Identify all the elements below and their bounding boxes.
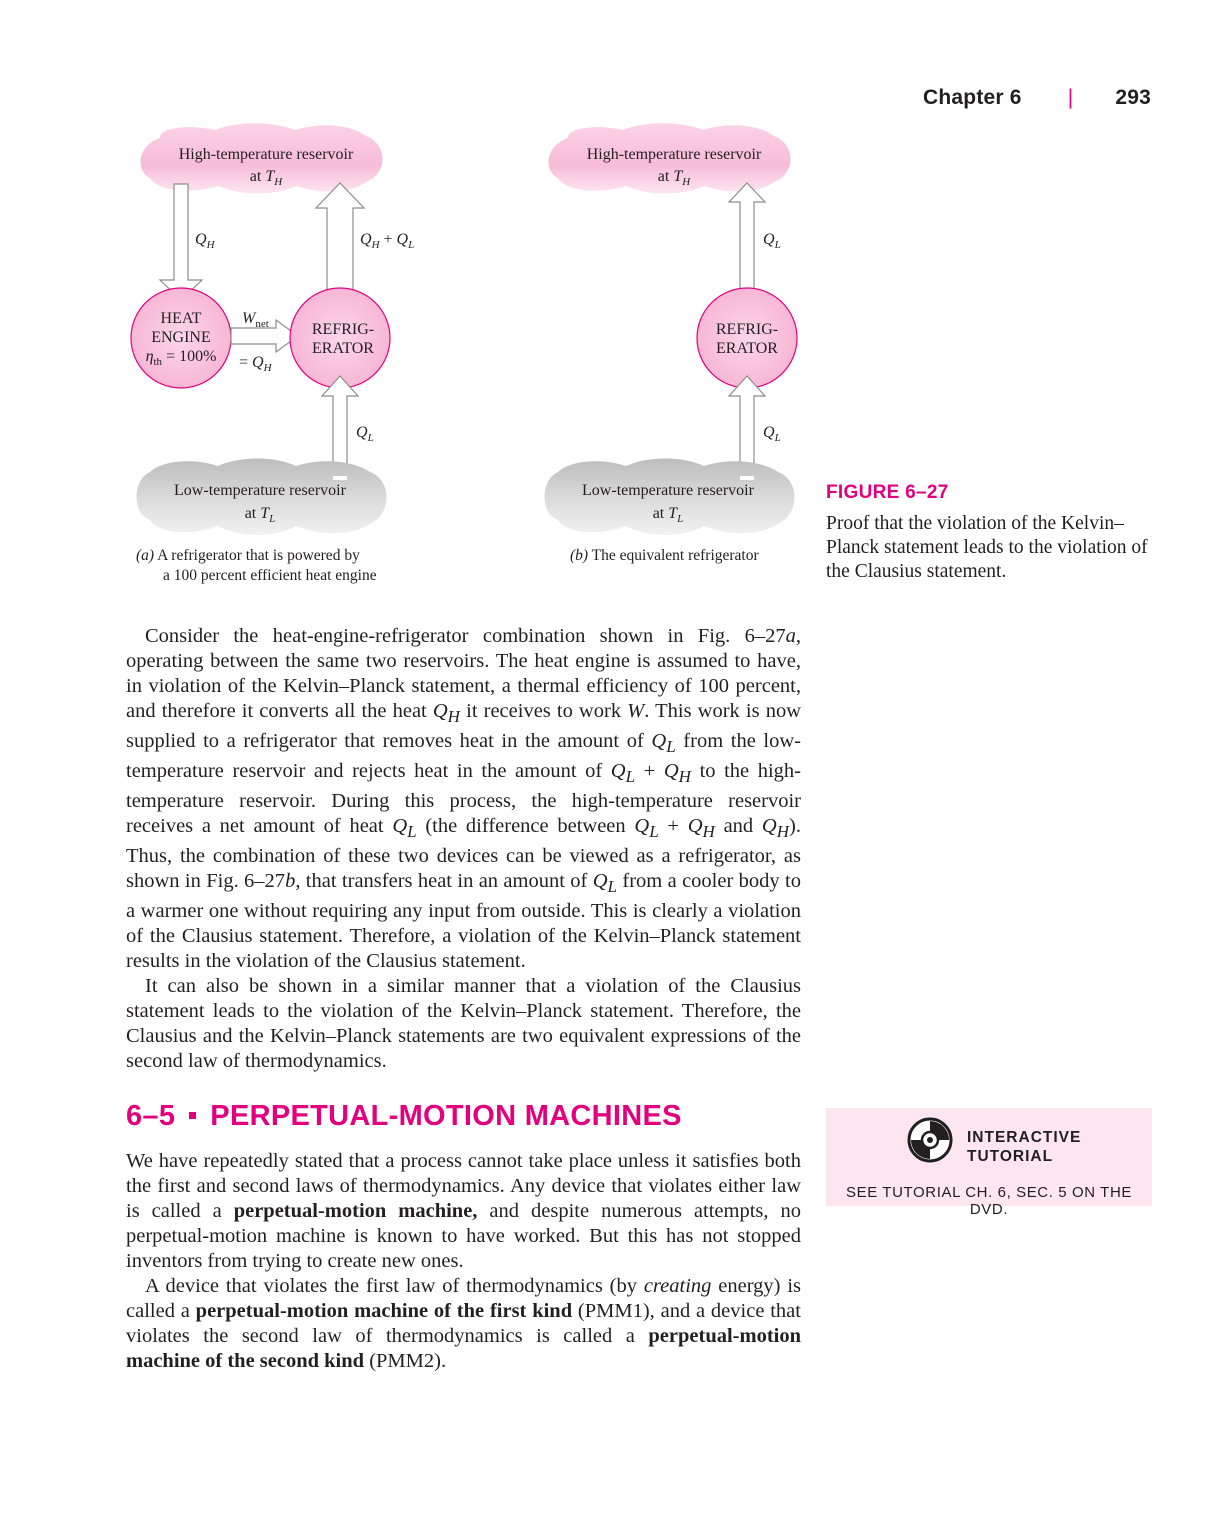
section-number: 6–5	[126, 1100, 176, 1132]
right-low-reservoir-temp: at $T_L$	[652, 505, 684, 525]
right-high-reservoir	[549, 123, 791, 193]
paragraph-2: It can also be shown in a similar manner that a violation of the Clausius statement leads to the violation of the Kelvin–Planck statement. Therefore, the Clausius and the Kelvin–Planck statements are two equivalent expressions of the second law of thermodynamics.	[126, 975, 801, 1073]
wnet-equals-qh: = $Q_H$	[239, 354, 272, 374]
right-refrigerator-line2: ERATOR	[716, 340, 778, 357]
paragraph-1: Consider the heat-engine-refrigerator combination shown in Fig. 6–27a, operating between the same two reservoirs. The heat engine is assumed to have, in violation of the Kelvin–Planck statement, a thermal efficiency of 100 percent, and therefore it converts all the heat $Q_H$ it receives to work W. This work is now supplied to a refrigerator that removes heat in the amount of $Q_L$ from the low-temperature reservoir and rejects heat in the amount of $Q_L + Q_H$ to the high-temperature reservoir. During this process, the high-temperature reservoir receives a net amount of heat $Q_L$ (the difference between $Q_L + Q_H$ and $Q_H$). Thus, the combination of these two devices can be viewed as a refrigerator, as shown in Fig. 6–27b, that transfers heat in an amount of $Q_L$ from a cooler body to a warmer one without requiring any input from outside. This is clearly a violation of the Clausius statement. Therefore, a violation of the Kelvin–Planck statement results in the violation of the Clausius statement.	[126, 625, 801, 973]
dvd-icon	[906, 1116, 954, 1164]
header-separator: |	[1067, 86, 1074, 109]
heat-engine-efficiency: $\eta_{th} = 100\%$	[145, 348, 217, 368]
section-title: PERPETUAL-MOTION MACHINES	[210, 1100, 682, 1132]
heat-engine-line1: HEAT	[160, 310, 202, 327]
section-bullet	[189, 1112, 196, 1119]
right-low-reservoir	[545, 459, 795, 536]
left-refrigerator-line1: REFRIG-	[311, 321, 375, 338]
paragraph-4: A device that violates the first law of thermodynamics (by creating energy) is called a perpetual-motion machine of the first kind (PMM1), and a device that violates the second law of thermodynamics is called a perpetual-motion machine of the second kind (PMM2).	[126, 1275, 802, 1372]
figure-6-27-diagram	[0, 120, 820, 595]
figure-number: FIGURE 6–27	[826, 482, 949, 503]
paragraph-3: We have repeatedly stated that a process cannot take place unless it satisfies both the first and second laws of thermodynamics. Any device that violates either law is called a perpetual-motion machine, and despite numerous attempts, no perpetual-motion machine is known to have worked. But this has not stopped inventors from trying to create new ones.	[126, 1150, 801, 1272]
left-low-reservoir-temp: at $T_L$	[244, 505, 276, 525]
left-ql-label: $Q_L$	[356, 424, 374, 444]
body-text-block-2	[126, 1149, 801, 1374]
right-ql-top-arrow	[729, 183, 765, 290]
left-qh-label: $Q_H$	[195, 231, 215, 251]
sublabel-a-line2: a 100 percent efficient heat engine	[163, 567, 377, 584]
wnet-label: $W_{net}$	[242, 310, 269, 330]
running-header	[923, 86, 1151, 110]
right-refrigerator	[697, 288, 797, 388]
heat-engine-line2: ENGINE	[151, 329, 211, 346]
left-refrigerator	[290, 288, 390, 388]
tutorial-heading	[967, 1128, 1081, 1166]
heat-engine	[131, 288, 231, 388]
right-refrigerator-line1: REFRIG-	[715, 321, 779, 338]
right-high-reservoir-temp: at $T_H$	[657, 168, 691, 188]
left-refrigerator-line2: ERATOR	[312, 340, 374, 357]
left-ql-arrow	[322, 376, 358, 476]
right-low-reservoir-label: Low-temperature reservoir	[582, 482, 754, 499]
left-high-reservoir-label: High-temperature reservoir	[178, 146, 354, 163]
sublabel-a-line1: (a) A refrigerator that is powered by	[136, 547, 360, 564]
sublabel-b: (b) The equivalent refrigerator	[570, 547, 759, 564]
left-low-reservoir	[137, 459, 387, 536]
tutorial-line2: TUTORIAL	[967, 1148, 1054, 1165]
figure-caption-text: Proof that the violation of the Kelvin–Planck statement leads to the violation of the Clausius statement.	[826, 513, 1148, 582]
tutorial-line1: INTERACTIVE	[967, 1129, 1082, 1146]
section-heading	[126, 1100, 682, 1133]
left-high-reservoir-temp: at $T_H$	[249, 168, 283, 188]
right-ql-bottom-arrow	[729, 376, 765, 476]
page-number: 293	[1115, 86, 1151, 109]
left-low-reservoir-label: Low-temperature reservoir	[174, 482, 346, 499]
left-qh-ql-label: $Q_H + Q_L$	[360, 231, 415, 251]
chapter-label: Chapter 6	[923, 86, 1022, 109]
right-high-reservoir-label: High-temperature reservoir	[586, 146, 762, 163]
left-high-reservoir	[141, 123, 383, 193]
right-ql-top-label: $Q_L$	[763, 231, 781, 251]
left-qh-ql-arrow	[316, 183, 364, 302]
body-text-block-1	[126, 624, 801, 1074]
right-ql-bottom-label: $Q_L$	[763, 424, 781, 444]
figure-caption	[826, 482, 1156, 584]
tutorial-footer: SEE TUTORIAL CH. 6, SEC. 5 ON THE DVD.	[846, 1184, 1132, 1218]
interactive-tutorial-box[interactable]	[826, 1108, 1152, 1218]
